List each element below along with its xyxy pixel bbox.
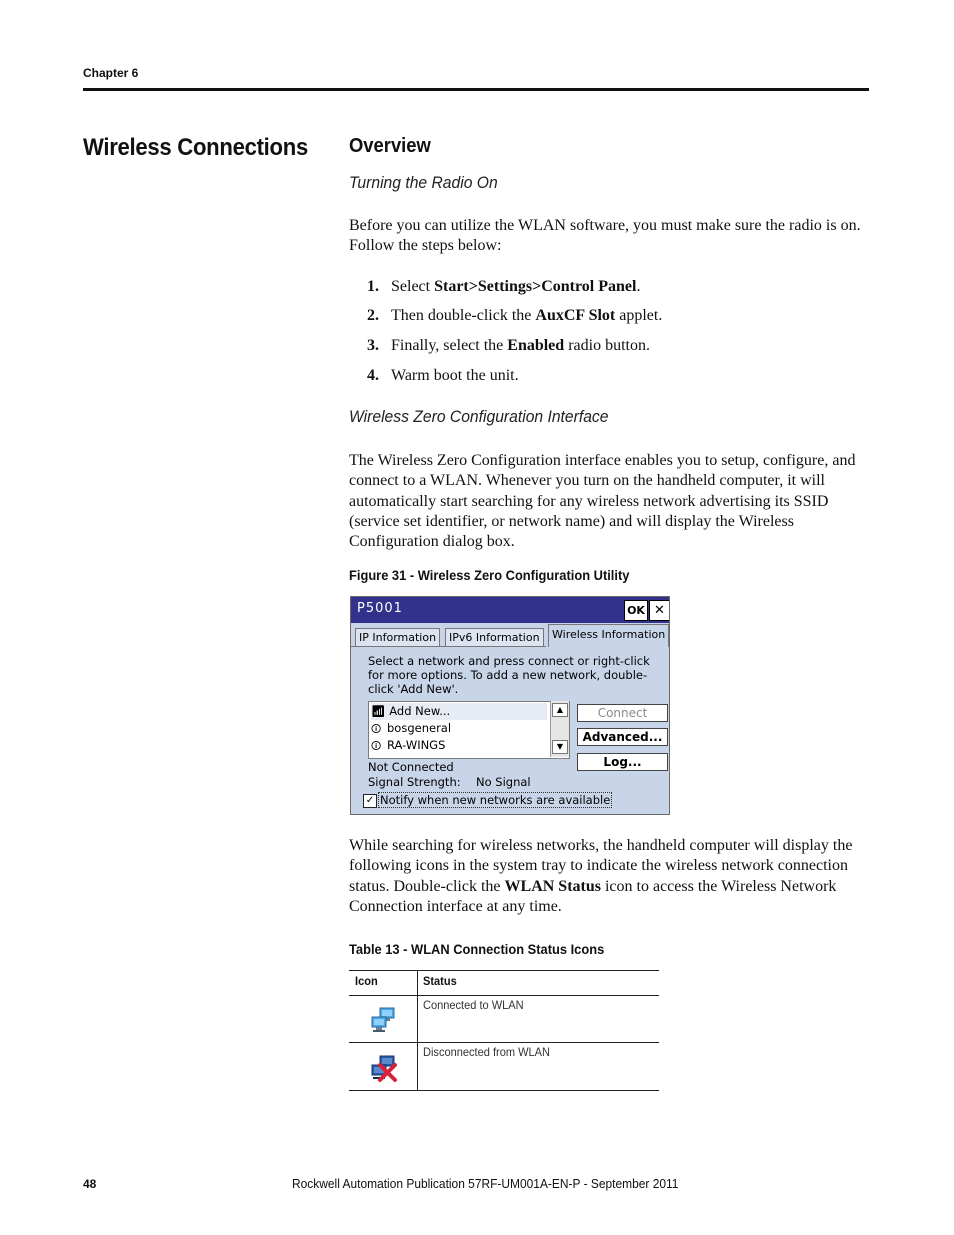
tab-ipv6-information[interactable]: IPv6 Information xyxy=(445,628,544,646)
network-icon: 🛈︎ xyxy=(371,741,382,752)
notify-checkbox[interactable]: ✓ xyxy=(363,794,377,808)
subheading-wzc: Wireless Zero Configuration Interface xyxy=(349,408,609,426)
column-header-status: Status xyxy=(423,974,457,988)
notify-label[interactable]: Notify when new networks are available xyxy=(380,793,611,807)
search-text: While searching for wireless networks, the handheld computer will display the following icons in the system tray to indicate the wireless network connection status. Double-click the xyxy=(349,837,853,895)
signal-strength-value: No Signal xyxy=(476,775,531,789)
connect-button[interactable]: Connect xyxy=(577,704,668,722)
publication-info: Rockwell Automation Publication 57RF-UM001A-EN-P - September 2011 xyxy=(292,1176,679,1191)
log-button[interactable]: Log... xyxy=(577,753,668,771)
search-text-end: icon to access the Wireless Network Connection interface at any time. xyxy=(349,877,837,915)
chapter-label: Chapter 6 xyxy=(83,66,139,80)
step-number: 2. xyxy=(367,307,379,324)
table-rule xyxy=(349,970,659,971)
network-list[interactable] xyxy=(368,701,570,759)
status-text: Disconnected from WLAN xyxy=(423,1045,551,1059)
list-item[interactable] xyxy=(371,737,445,754)
side-heading: Wireless Connections xyxy=(83,134,308,161)
wlan-status-term: WLAN Status xyxy=(504,877,601,895)
page-number: 48 xyxy=(83,1177,97,1191)
table-divider xyxy=(417,970,418,1090)
section-title: Overview xyxy=(349,135,431,157)
step-text-end: radio button. xyxy=(564,337,650,354)
table-rule xyxy=(349,1042,659,1043)
step-item xyxy=(367,336,650,356)
connection-status: Not Connected xyxy=(368,760,454,774)
subheading-radio: Turning the Radio On xyxy=(349,174,498,192)
step-bold: AuxCF Slot xyxy=(535,307,616,324)
step-number: 4. xyxy=(367,367,379,384)
tab-divider xyxy=(351,646,546,647)
network-name: Add New... xyxy=(389,704,451,718)
scroll-down-icon[interactable]: ▼ xyxy=(552,740,568,754)
step-number: 1. xyxy=(367,278,379,295)
table-rule xyxy=(349,995,659,996)
search-paragraph xyxy=(349,836,869,917)
wlan-connected-icon xyxy=(368,1005,398,1035)
step-text: Select xyxy=(391,278,435,295)
advanced-button[interactable]: Advanced... xyxy=(577,728,668,746)
step-bold: Start>Settings>Control Panel xyxy=(434,278,637,295)
close-icon[interactable]: ✕ xyxy=(649,600,670,621)
network-name: RA-WINGS xyxy=(387,738,446,752)
wlan-disconnected-icon xyxy=(368,1053,398,1083)
step-number: 3. xyxy=(367,337,379,354)
network-icon: 🛈︎ xyxy=(371,724,382,735)
scroll-up-icon[interactable]: ▲ xyxy=(552,703,568,717)
wzc-paragraph: The Wireless Zero Configuration interface enables you to setup, configure, and connect to a WLAN. Whenever you turn on the handheld computer, it will automatically start searching for any wireless network advertising its SSID (service set identifier, or network name) and will display the Wireless Configuration dialog box. xyxy=(349,452,856,551)
step-text-end: applet. xyxy=(615,307,663,324)
dialog-titlebar xyxy=(351,597,669,623)
step-item xyxy=(367,306,662,326)
network-name: bosgeneral xyxy=(387,721,452,735)
table-rule xyxy=(349,1090,659,1091)
list-item[interactable] xyxy=(371,703,547,720)
tab-wireless-information[interactable]: Wireless Information xyxy=(548,624,669,647)
step-text: Then double-click the xyxy=(391,307,536,324)
intro-paragraph: Before you can utilize the WLAN software, you must make sure the radio is on. Follow the steps below: xyxy=(349,217,861,255)
header-rule xyxy=(83,88,869,91)
step-item xyxy=(367,366,519,386)
table-caption: Table 13 - WLAN Connection Status Icons xyxy=(349,941,605,957)
step-text: Finally, select the xyxy=(391,337,508,354)
antenna-icon: 📶︎ xyxy=(371,704,386,718)
wzc-dialog xyxy=(350,596,670,815)
step-text-end: . xyxy=(636,278,641,295)
step-text: Warm boot the unit. xyxy=(391,367,519,384)
column-header-icon: Icon xyxy=(355,974,378,988)
tab-ip-information[interactable]: IP Information xyxy=(355,628,440,646)
signal-strength-label: Signal Strength: xyxy=(368,775,461,789)
figure-caption: Figure 31 - Wireless Zero Configuration Utility xyxy=(349,567,630,583)
status-text: Connected to WLAN xyxy=(423,998,524,1012)
ok-button[interactable]: OK xyxy=(624,600,648,621)
list-scrollbar[interactable] xyxy=(550,701,569,757)
dialog-description: Select a network and press connect or right-click for more options. To add a new network, double-click 'Add New'. xyxy=(368,654,650,696)
step-item xyxy=(367,277,640,297)
list-item[interactable] xyxy=(371,720,451,737)
dialog-title: P5001 xyxy=(357,601,403,616)
step-bold: Enabled xyxy=(507,337,565,354)
